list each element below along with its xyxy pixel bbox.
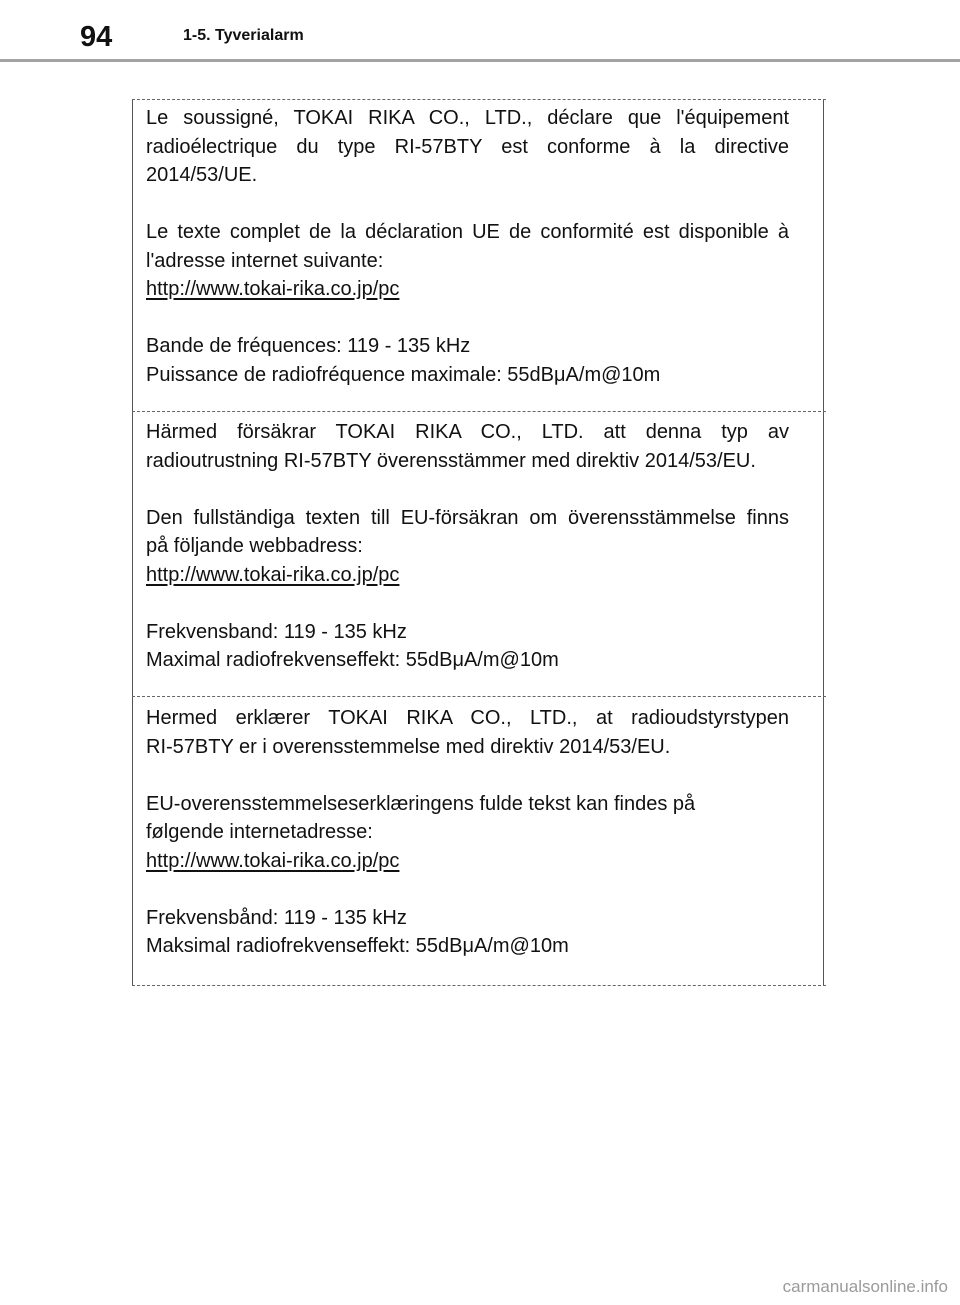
text-line: på följande webbadress:	[146, 535, 363, 557]
text-line: Frekvensbånd: 119 - 135 kHz	[146, 906, 407, 929]
text-line: Le texte complet de la déclaration UE de conformité est disponible à	[146, 221, 789, 243]
text-line: Härmed försäkrar TOKAI RIKA CO., LTD. att denna typ av	[146, 421, 789, 443]
page-number: 94	[80, 21, 113, 53]
page-header	[0, 0, 960, 64]
text-line: radioélectrique du type RI-57BTY est conforme à la directive	[146, 135, 789, 158]
url-link[interactable]: http://www.tokai-rika.co.jp/pc	[146, 278, 400, 300]
text-line: Hermed erklærer TOKAI RIKA CO., LTD., at radioudstyrstypen	[146, 707, 789, 729]
text-line: Maximal radiofrekvenseffekt: 55dBμA/m@10m	[146, 649, 559, 671]
text-line: radioutrustning RI-57BTY överensstämmer med direktiv 2014/53/EU.	[146, 449, 756, 472]
declaration-french	[146, 104, 789, 389]
declaration-danish	[146, 704, 789, 961]
header-rule	[0, 59, 960, 62]
watermark: carmanualsonline.info	[782, 1277, 948, 1296]
text-line: Le soussigné, TOKAI RIKA CO., LTD., déclare que l'équipement	[146, 107, 789, 129]
declaration-swedish	[146, 418, 789, 675]
url-link[interactable]: http://www.tokai-rika.co.jp/pc	[146, 849, 400, 872]
text-line: 2014/53/UE.	[146, 164, 258, 186]
text-line: Maksimal radiofrekvenseffekt: 55dBμA/m@10m	[146, 935, 569, 957]
text-line: følgende internetadresse:	[146, 821, 373, 843]
panel-bottom-border	[132, 985, 826, 986]
text-line: EU-overensstemmelseserklæringens fulde tekst kan findes på	[146, 792, 696, 815]
section-divider-1	[132, 411, 826, 412]
text-line: RI-57BTY er i overensstemmelse med direktiv 2014/53/EU.	[146, 735, 671, 758]
section-divider-2	[132, 696, 826, 697]
text-line: Puissance de radiofréquence maximale: 55dBμA/m@10m	[146, 363, 661, 386]
url-link[interactable]: http://www.tokai-rika.co.jp/pc	[146, 563, 400, 586]
section-title: 1-5. Tyverialarm	[183, 27, 304, 44]
panel-top-border	[132, 99, 826, 100]
text-line: Bande de fréquences: 119 - 135 kHz	[146, 335, 471, 357]
text-line: l'adresse internet suivante:	[146, 249, 384, 272]
text-line: Frekvensband: 119 - 135 kHz	[146, 620, 407, 643]
text-line: Den fullständiga texten till EU-försäkran om överensstämmelse finns	[146, 506, 789, 529]
